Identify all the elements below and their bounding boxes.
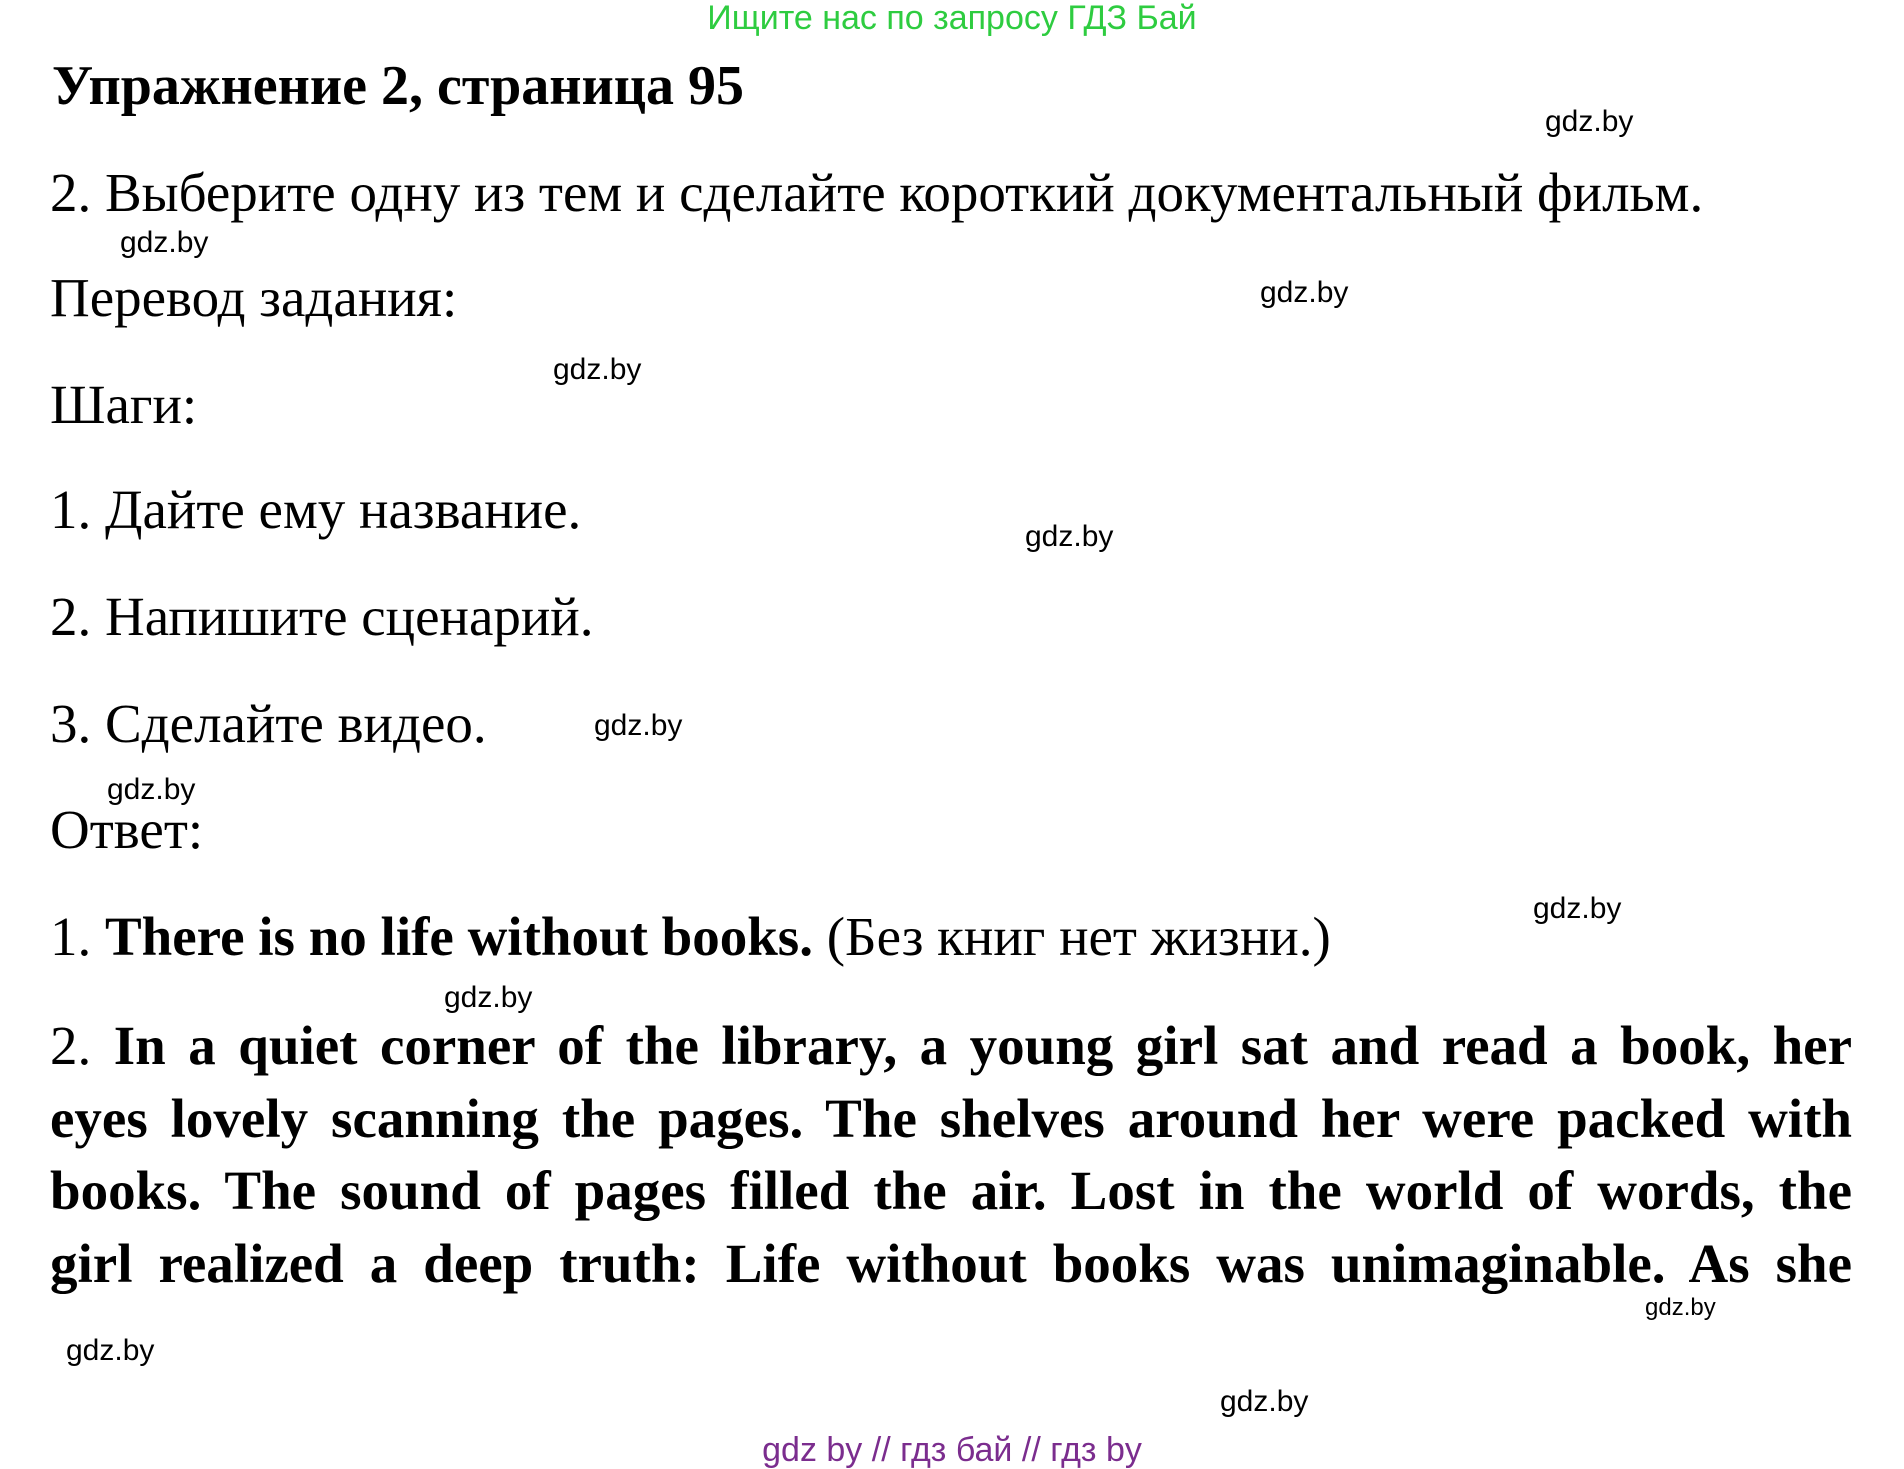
answer-2-paragraph	[50, 1010, 1852, 1300]
watermark: gdz.by	[553, 353, 642, 386]
task-text: 2. Выберите одну из тем и сделайте короткий документальный фильм.	[50, 162, 1704, 223]
steps-label: Шаги:	[50, 374, 198, 435]
watermark: gdz.by	[66, 1334, 155, 1367]
watermark: gdz.by	[107, 773, 196, 806]
step-2: 2. Напишите сценарий.	[50, 586, 594, 647]
page-title: Упражнение 2, страница 95	[52, 55, 745, 117]
watermark: gdz.by	[1533, 892, 1622, 925]
answer-1-number: 1.	[50, 906, 92, 967]
answer-2-line: girl realized a deep truth: Life without books was unimaginable. As she	[50, 1232, 1852, 1294]
answer-1-translation: (Без книг нет жизни.)	[826, 906, 1331, 967]
watermark: gdz.by	[444, 981, 533, 1014]
watermark: gdz.by	[1025, 520, 1114, 553]
answer-2-line-text: In a quiet corner of the library, a young girl sat and read a book, her	[113, 1015, 1852, 1076]
step-1: 1. Дайте ему название.	[50, 479, 582, 540]
footer-links: gdz by // гдз бай // гдз by	[762, 1431, 1142, 1469]
answer-2-line	[50, 1010, 1852, 1083]
step-3: 3. Сделайте видео.	[50, 693, 487, 754]
watermark: gdz.by	[1645, 1294, 1716, 1321]
watermark: gdz.by	[1545, 105, 1634, 138]
watermark: gdz.by	[1260, 276, 1349, 309]
answer-1-english: There is no life without books.	[105, 906, 813, 967]
watermark: gdz.by	[120, 226, 209, 259]
watermark: gdz.by	[594, 709, 683, 742]
answer-2-line: books. The sound of pages filled the air. Lost in the world of words, the	[50, 1160, 1852, 1221]
watermark: gdz.by	[1220, 1385, 1309, 1418]
answer-2-number: 2.	[50, 1015, 92, 1076]
answer-label: Ответ:	[50, 799, 204, 860]
answer-2-line: eyes lovely scanning the pages. The shelves around her were packed with	[50, 1087, 1852, 1149]
answer-1	[50, 905, 1331, 969]
translation-label: Перевод задания:	[50, 267, 458, 328]
search-hint-banner: Ищите нас по запросу ГДЗ Бай	[707, 0, 1197, 37]
